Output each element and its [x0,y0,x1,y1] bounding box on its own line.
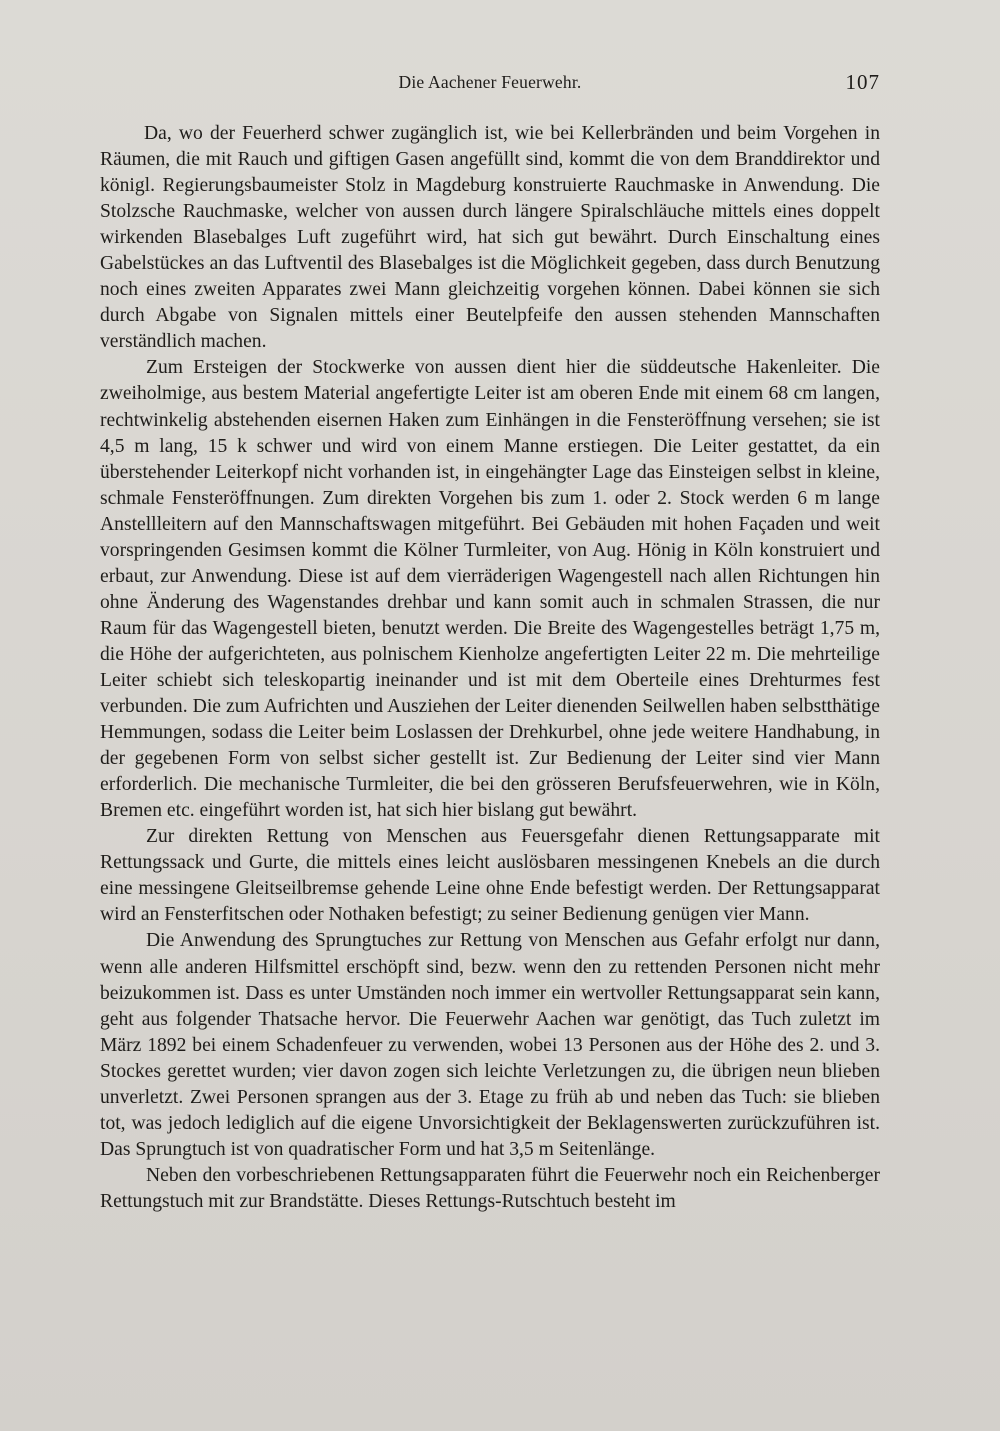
paragraph-rescue-apparatus: Zur direkten Rettung von Menschen aus Feuersgefahr dienen Rettungsapparate mit Rettungssack und Gurte, die mittels eines leicht auslösbaren messingenen Knebels an die durch eine messingene Gleitseilbremse gehende Leine ohne Ende befestigt werden. Der Rettungsapparat wird an Fensterfitschen oder Nothaken befestigt; zu seiner Bedienung genügen vier Mann. [100,826,880,926]
page-number: 107 [845,70,880,94]
paragraph-reichenberg-sheet: Neben den vorbeschriebenen Rettungsapparaten führt die Feuerwehr noch ein Reichenberger Rettungstuch mit zur Brandstätte. Dieses Rettungs-Rutschtuch besteht im [100,1164,880,1212]
paragraph-ladders: Zum Ersteigen der Stockwerke von aussen dient hier die süddeutsche Hakenleiter. Die zweiholmige, aus bestem Material angefertigte Leiter ist am oberen Ende mit einem 68 cm langen, rechtwinkelig abstehenden eisernen Haken zum Einhängen in die Fensteröffnung versehen; sie ist 4,5 m lang, 15 k schwer und wird von einem Manne erstiegen. Die Leiter gestattet, da ein überstehender Leiterkopf nicht vorhanden ist, in eingehängter Lage das Einsteigen selbst in kleine, schmale Fensteröffnungen. Zum direkten Vorgehen bis zum 1. oder 2. Stock werden 6 m lange Anstellleitern auf den Mannschaftswagen mitgeführt. Bei Gebäuden mit hohen Façaden und weit vorspringenden Gesimsen kommt die Kölner Turmleiter, von Aug. Hönig in Köln konstruiert und erbaut, zur Anwendung. Diese ist auf dem vierräderigen Wagengestell nach allen Richtungen hin ohne Änderung des Wagenstandes drehbar und kann somit auch in schmalen Strassen, die nur Raum für das Wagengestell bieten, benutzt werden. Die Breite des Wagengestelles beträgt 1,75 m, die Höhe der aufgerichteten, aus polnischem Kienholze angefertigten Leiter 22 m. Die mehrteilige Leiter schiebt sich teleskopartig ineinander und ist mit dem Oberteile eines Drehturmes fest verbunden. Die zum Aufrichten und Ausziehen der Leiter dienenden Seilwellen haben selbstthätige Hemmungen, sodass die Leiter beim Loslassen der Drehkurbel, ohne jede weitere Handhabung, in der gegebenen Form von selbst sicher gestellt ist. Zur Bedienung der Leiter sind vier Mann erforderlich. Die mechanische Turmleiter, die bei den grösseren Berufsfeuerwehren, wie in Köln, Bremen etc. eingeführt worden ist, hat sich hier bislang gut bewährt. [100,357,880,822]
paragraph-smoke-mask: Da, wo der Feuerherd schwer zugänglich ist, wie bei Kellerbränden und beim Vorgehen in Räumen, die mit Rauch und giftigen Gasen angefüllt sind, kommt die von dem Branddirektor und königl. Regierungsbaumeister Stolz in Magdeburg konstruierte Rauchmaske in Anwendung. Die Stolzsche Rauchmaske, welcher von aussen durch längere Spiralschläuche mittels eines doppelt wirkenden Blasebalges Luft zugeführt wird, hat sich gut bewährt. Durch Einschaltung eines Gabelstückes an das Luftventil des Blasebalges ist die Möglichkeit gegeben, dass durch Benutzung noch eines zweiten Apparates zwei Mann gleichzeitig vorgehen können. Dabei können sie sich durch Abgabe von Signalen mittels einer Beutelpfeife den aussen stehenden Mannschaften verständlich machen. [100,123,880,353]
paragraph-jumping-sheet: Die Anwendung des Sprungtuches zur Rettung von Menschen aus Gefahr erfolgt nur dann, wenn alle anderen Hilfsmittel erschöpft sind, bezw. wenn den zu rettenden Personen nicht mehr beizukommen ist. Dass es unter Umständen noch immer ein wertvoller Rettungsapparat sein kann, geht aus folgender Thatsache hervor. Die Feuerwehr Aachen war genötigt, das Tuch zuletzt im März 1892 bei einem Schadenfeuer zu verwenden, wobei 13 Personen aus der Höhe des 2. und 3. Stockes gerettet wurden; vier davon zogen sich leichte Verletzungen zu, die übrigen neun blieben unverletzt. Zwei Personen sprangen aus der 3. Etage zu früh ab und neben das Tuch: sie blieben tot, was jedoch lediglich auf die eigene Unvorsichtigkeit der Beklagenswerten zurückzuführen ist. Das Sprungtuch ist von quadratischer Form und hat 3,5 m Seitenlänge. [100,930,880,1160]
running-title: Die Aachener Feuerwehr. [398,72,582,92]
body-text [100,121,880,1215]
page-header [100,72,880,100]
